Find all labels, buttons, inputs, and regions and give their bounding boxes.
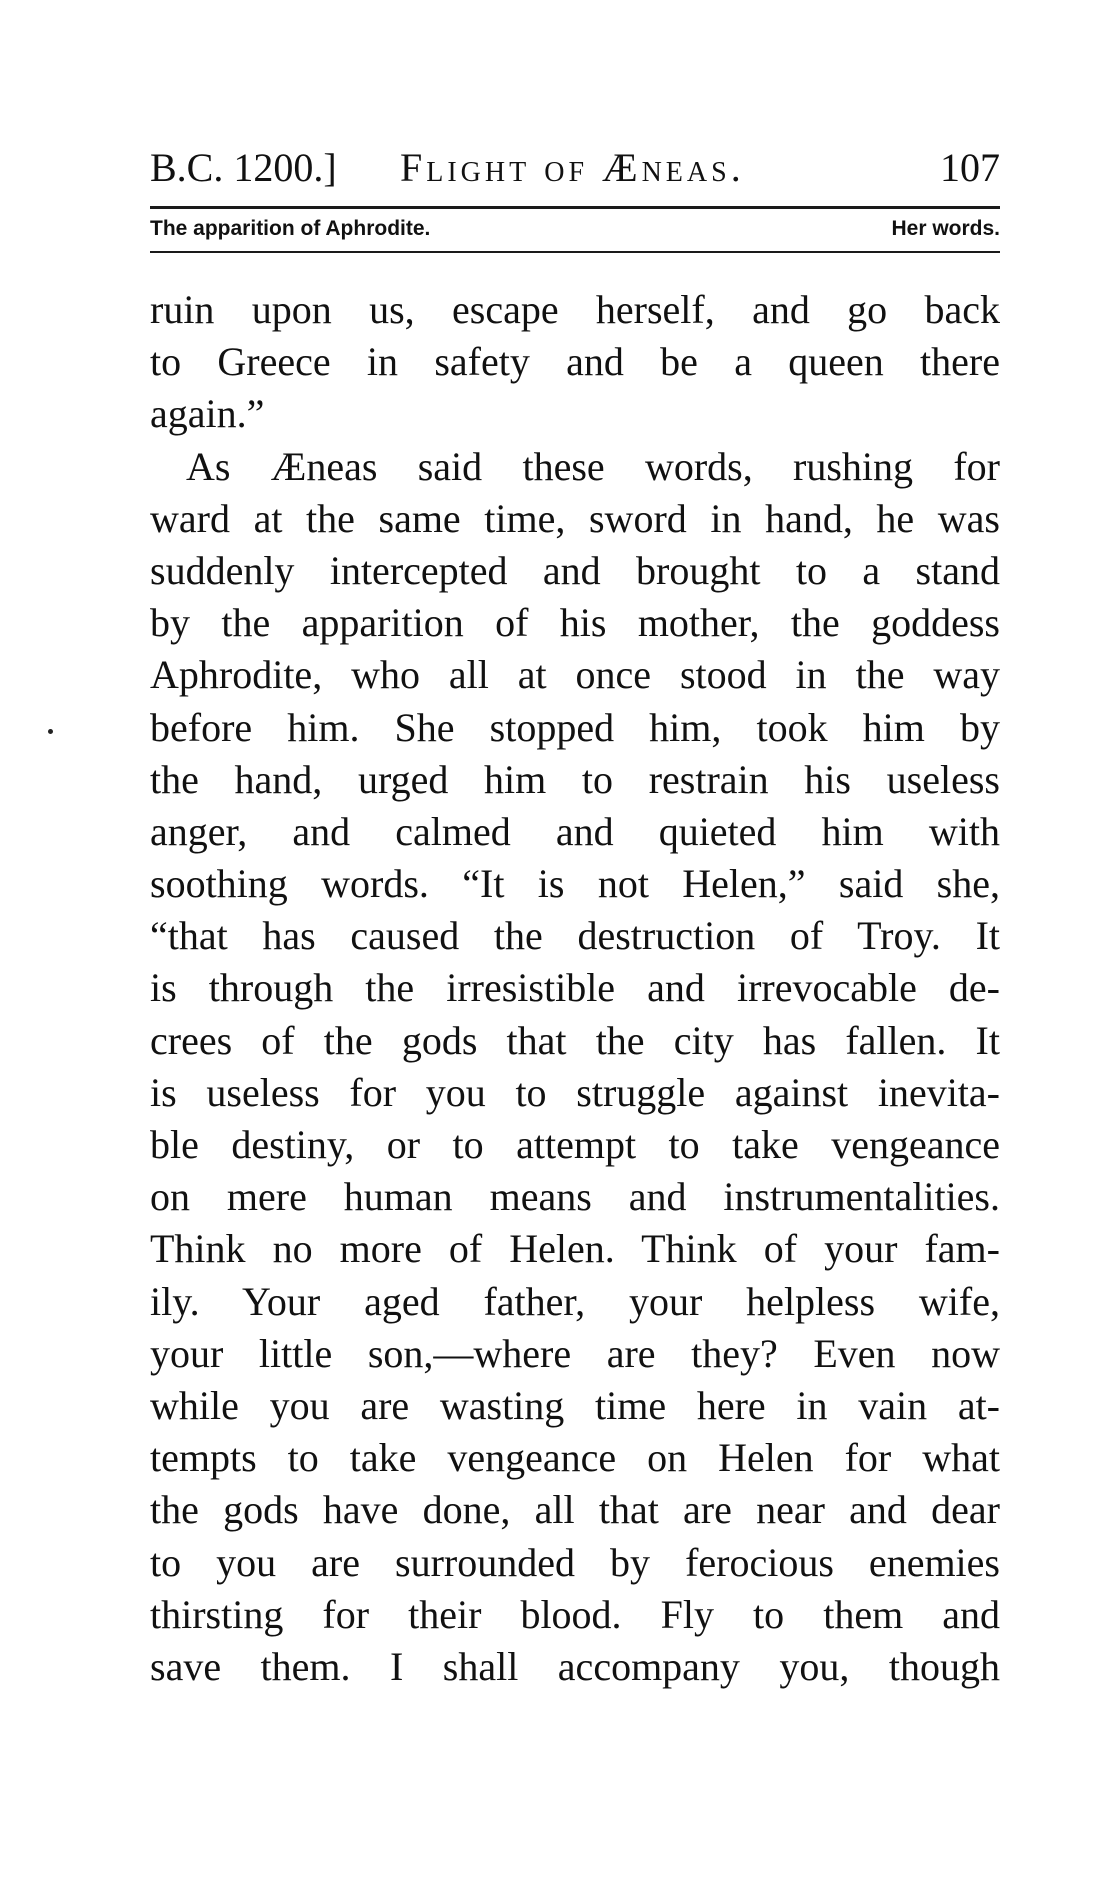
text-line: by the apparition of his mother, the goddess xyxy=(150,600,1000,646)
text-line: “that has caused the destruction of Troy. It xyxy=(150,913,1000,959)
text-line: Think no more of Helen. Think of your fam- xyxy=(150,1226,1000,1272)
header-rule-bottom xyxy=(150,251,1000,253)
text-line: anger, and calmed and quieted him with xyxy=(150,808,1000,854)
subheader-right: Her words. xyxy=(891,217,1000,240)
margin-speck xyxy=(48,729,53,734)
body-text xyxy=(150,284,1000,1693)
text-line: to you are surrounded by ferocious enemies xyxy=(150,1539,1000,1585)
text-line: on mere human means and instrumentalities. xyxy=(150,1174,1000,1220)
text-line: is useless for you to struggle against inevita- xyxy=(150,1069,1000,1115)
text-line: before him. She stopped him, took him by xyxy=(150,704,1000,750)
text-line: ward at the same time, sword in hand, he was xyxy=(150,495,1000,541)
text-line: save them. I shall accompany you, though xyxy=(150,1643,1000,1689)
running-head xyxy=(150,138,1000,198)
header-date: B.C. 1200.] xyxy=(150,145,337,190)
text-line: soothing words. “It is not Helen,” said she, xyxy=(150,861,1000,907)
book-page xyxy=(150,0,1000,1877)
subheader xyxy=(150,210,1000,248)
text-line: tempts to take vengeance on Helen for what xyxy=(150,1435,1000,1481)
text-line: to Greece in safety and be a queen there xyxy=(150,339,1000,385)
header-rule-top xyxy=(150,206,1000,209)
header-title: Flight of Æneas. xyxy=(400,145,745,190)
text-line: while you are wasting time here in vain at- xyxy=(150,1382,1000,1428)
text-line: crees of the gods that the city has fallen. It xyxy=(150,1017,1000,1063)
text-line: ily. Your aged father, your helpless wife, xyxy=(150,1278,1000,1324)
text-line: is through the irresistible and irrevocable de- xyxy=(150,965,1000,1011)
text-line: As Æneas said these words, rushing for xyxy=(186,443,1000,489)
text-line: thirsting for their blood. Fly to them and xyxy=(150,1591,1000,1637)
text-line: ruin upon us, escape herself, and go back xyxy=(150,287,1000,332)
text-line: ble destiny, or to attempt to take vengeance xyxy=(150,1122,1000,1167)
page-number: 107 xyxy=(940,145,1000,190)
text-line: your little son,—where are they? Even now xyxy=(150,1330,1000,1376)
text-line: suddenly intercepted and brought to a stand xyxy=(150,547,1000,593)
text-line: Aphrodite, who all at once stood in the way xyxy=(150,652,1000,698)
subheader-left: The apparition of Aphrodite. xyxy=(150,217,431,240)
text-line: the hand, urged him to restrain his useless xyxy=(150,756,1000,802)
text-line: the gods have done, all that are near and dear xyxy=(150,1487,1000,1533)
text-line: again.” xyxy=(150,391,265,437)
